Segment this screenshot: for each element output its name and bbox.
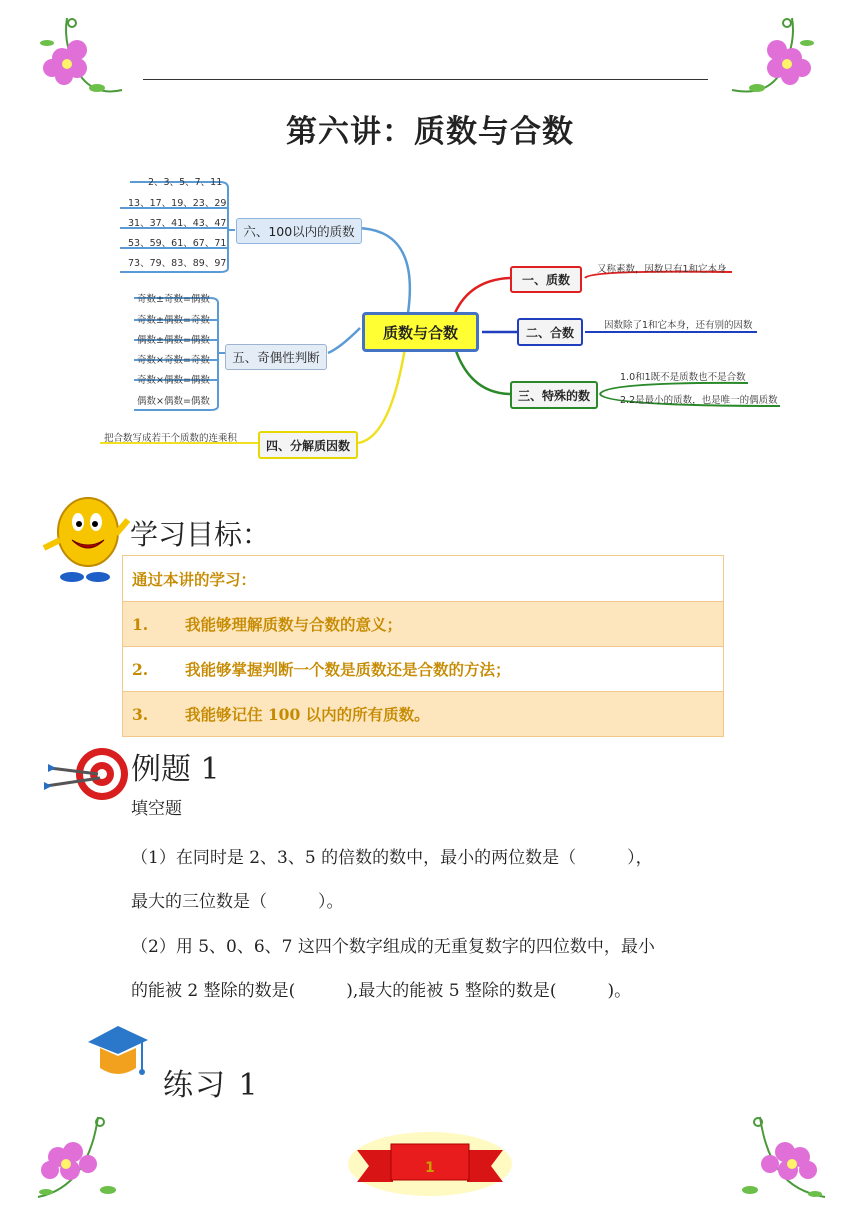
goal-text: 我能够掌握判断一个数是质数还是合数的方法； (185, 660, 511, 679)
mindmap-note: 1.0和1既不是质数也不是合数 (620, 372, 746, 383)
mindmap-note: 2、3、5、7、11 (148, 177, 223, 188)
flower-decoration-icon (22, 8, 132, 103)
mindmap-node-parity: 五、奇偶性判断 (225, 344, 327, 370)
mindmap-center-node: 质数与合数 (362, 312, 479, 352)
goals-intro-row (123, 556, 723, 601)
goal-item (123, 691, 723, 736)
mindmap-note: 73、79、83、89、97 (128, 258, 227, 269)
flower-decoration-icon (722, 8, 832, 103)
flower-decoration-icon (720, 1112, 835, 1207)
graduation-cap-icon (84, 1020, 150, 1082)
goal-number: 3. (132, 704, 149, 724)
goal-item (123, 646, 723, 691)
mindmap-note: 奇数×偶数=偶数 (137, 375, 210, 386)
mindmap-note: 2.2是最小的质数，也是唯一的偶质数 (620, 395, 778, 406)
goal-number: 2. (132, 659, 149, 679)
smiley-mascot-icon (40, 492, 130, 587)
goal-text: 我能够理解质数与合数的意义； (185, 615, 403, 634)
goal-text: 我能够记住 100 以内的所有质数。 (185, 705, 430, 724)
mindmap-node-composite: 二、合数 (517, 318, 583, 346)
page-title: 第六讲：质数与合数 (286, 114, 574, 150)
mindmap-node-prime: 一、质数 (510, 266, 582, 293)
mindmap-note: 奇数±奇数=偶数 (137, 294, 210, 305)
mindmap-node-factorize: 四、分解质因数 (258, 431, 358, 459)
mindmap-note: 又称素数，因数只有1和它本身 (597, 264, 727, 275)
question-line: 的能被 2 整除的数是( ),最大的能被 5 整除的数是( )。 (131, 981, 632, 1001)
mindmap-note: 31、37、41、43、47 (128, 218, 227, 229)
mindmap-node-primes-100: 六、100以内的质数 (236, 218, 362, 244)
mind-map (90, 168, 790, 468)
mindmap-note: 偶数±偶数=偶数 (137, 335, 210, 346)
mindmap-note: 因数除了1和它本身，还有别的因数 (604, 320, 753, 331)
goals-intro: 通过本讲的学习： (132, 569, 257, 589)
mindmap-note: 13、17、19、23、29 (128, 198, 227, 209)
header-rule (143, 79, 708, 80)
goal-item (123, 601, 723, 646)
practice-heading: 练习 1 (163, 1068, 260, 1103)
mindmap-note: 53、59、61、67、71 (128, 238, 227, 249)
question-line: （1）在同时是 2、3、5 的倍数的数中，最小的两位数是（ ）， (131, 848, 653, 868)
mindmap-node-special: 三、特殊的数 (510, 381, 598, 409)
flower-decoration-icon (28, 1112, 138, 1207)
mindmap-note: 奇数×奇数=奇数 (137, 355, 210, 366)
question-type: 填空题 (131, 799, 182, 819)
target-dart-icon (44, 746, 129, 804)
question-line: 最大的三位数是（ ）。 (131, 892, 344, 912)
mindmap-note: 偶数×偶数=偶数 (137, 396, 210, 407)
example-heading: 例题 1 (131, 752, 220, 787)
mindmap-note: 把合数写成若干个质数的连乘积 (104, 433, 238, 444)
goal-number: 1. (132, 614, 149, 634)
goals-table (122, 555, 724, 737)
question-line: （2）用 5、0、6、7 这四个数字组成的无重复数字的四位数中，最小 (131, 937, 655, 957)
page-number: 1 (425, 1160, 435, 1176)
mindmap-note: 奇数±偶数=奇数 (137, 315, 210, 326)
goals-heading: 学习目标： (130, 518, 271, 551)
